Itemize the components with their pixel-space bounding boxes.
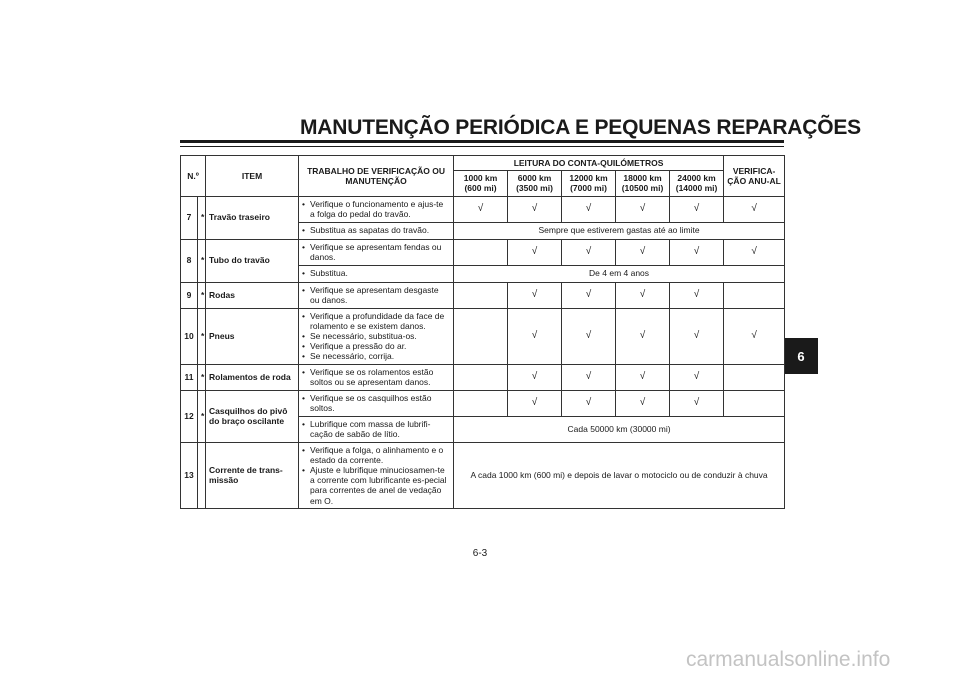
row-item: Rodas [206,282,299,308]
maintenance-table [180,155,785,509]
check-mark: √ [670,239,724,265]
check-mark: √ [508,308,562,364]
page-number: 6-3 [472,548,488,559]
row-work: • Verifique se apresentam desgaste ou danos. [299,282,454,308]
check-mark: √ [616,390,670,416]
check-mark: √ [670,390,724,416]
empty-cell [454,282,508,308]
table-row [181,282,785,308]
row-star: * [198,196,206,239]
row-number: 8 [181,239,198,282]
row-work: • Lubrifique com massa de lubrifi-cação de sabão de lítio. [299,416,454,442]
check-mark: √ [724,239,785,265]
check-mark: √ [670,364,724,390]
header-odometer: LEITURA DO CONTA-QUILÓMETROS [454,156,724,171]
check-mark: √ [724,308,785,364]
check-mark: √ [508,390,562,416]
check-mark: √ [562,308,616,364]
page-title: MANUTENÇÃO PERIÓDICA E PEQUENAS REPARAÇÕES [300,116,861,139]
row-interval-note: Cada 50000 km (30000 mi) [454,416,785,442]
check-mark: √ [670,282,724,308]
table-row [181,390,785,416]
row-interval-note: De 4 em 4 anos [454,265,785,282]
row-number: 11 [181,364,198,390]
row-work: • Verifique se os rolamentos estão soltos ou se apresentam danos. [299,364,454,390]
table-row [181,196,785,222]
empty-cell [454,364,508,390]
row-item: Rolamentos de roda [206,364,299,390]
row-star: * [198,282,206,308]
empty-cell [724,282,785,308]
empty-cell [454,390,508,416]
check-mark: √ [562,196,616,222]
table-row [181,364,785,390]
row-work: • Verifique o funcionamento e ajus-te a folga do pedal do travão. [299,196,454,222]
interval-header: 12000 km (7000 mi) [562,171,616,196]
check-mark: √ [616,196,670,222]
interval-header: 6000 km (3500 mi) [508,171,562,196]
watermark: carmanualsonline.info [686,648,891,671]
empty-cell [724,364,785,390]
row-star: * [198,308,206,364]
table-row [181,308,785,364]
chapter-tab[interactable]: 6 [784,338,818,374]
row-work: • Verifique se os casquilhos estão soltos. [299,390,454,416]
check-mark: √ [508,196,562,222]
check-mark: √ [508,239,562,265]
check-mark: √ [670,308,724,364]
row-interval-note: Sempre que estiverem gastas até ao limite [454,222,785,239]
empty-cell [724,390,785,416]
check-mark: √ [616,364,670,390]
row-star [198,442,206,508]
row-work: • Verifique a profundidade da face de rolamento e se existem danos. • Se necessário, substitua-os. • Verifique a pressão do ar. • Se necessário, corrija. [299,308,454,364]
row-item: Pneus [206,308,299,364]
row-number: 13 [181,442,198,508]
header-number: N.º [181,156,206,197]
row-item: Corrente de trans-missão [206,442,299,508]
check-mark: √ [508,364,562,390]
empty-cell [454,308,508,364]
check-mark: √ [508,282,562,308]
row-number: 10 [181,308,198,364]
row-work: • Substitua. [299,265,454,282]
interval-header: 18000 km (10500 mi) [616,171,670,196]
title-rule-thin [180,146,784,147]
header-work: TRABALHO DE VERIFICAÇÃO OU MANUTENÇÃO [299,156,454,197]
row-star: * [198,390,206,442]
interval-header: 1000 km (600 mi) [454,171,508,196]
empty-cell [454,239,508,265]
row-item: Tubo do travão [206,239,299,282]
table-header-row [181,156,785,171]
row-work: • Verifique a folga, o alinhamento e o estado da corrente. • Ajuste e lubrifique minuciosamen-te a corrente com lubrificante es-pecial para correntes de anel de vedação em O. [299,442,454,508]
check-mark: √ [562,364,616,390]
row-star: * [198,364,206,390]
check-mark: √ [454,196,508,222]
title-rule [180,140,784,143]
check-mark: √ [616,308,670,364]
header-annual-check: VERIFICA-ÇÃO ANU-AL [724,156,785,197]
row-number: 9 [181,282,198,308]
check-mark: √ [562,282,616,308]
row-work: • Substitua as sapatas do travão. [299,222,454,239]
table-row [181,239,785,265]
interval-header: 24000 km (14000 mi) [670,171,724,196]
row-number: 12 [181,390,198,442]
row-item: Casquilhos do pivô do braço oscilante [206,390,299,442]
row-interval-note: A cada 1000 km (600 mi) e depois de lavar o motociclo ou de conduzir à chuva [454,442,785,508]
check-mark: √ [562,239,616,265]
check-mark: √ [562,390,616,416]
check-mark: √ [616,282,670,308]
row-star: * [198,239,206,282]
check-mark: √ [616,239,670,265]
row-work: • Verifique se apresentam fendas ou danos. [299,239,454,265]
header-item: ITEM [206,156,299,197]
row-number: 7 [181,196,198,239]
row-item: Travão traseiro [206,196,299,239]
check-mark: √ [724,196,785,222]
check-mark: √ [670,196,724,222]
table-row [181,442,785,508]
